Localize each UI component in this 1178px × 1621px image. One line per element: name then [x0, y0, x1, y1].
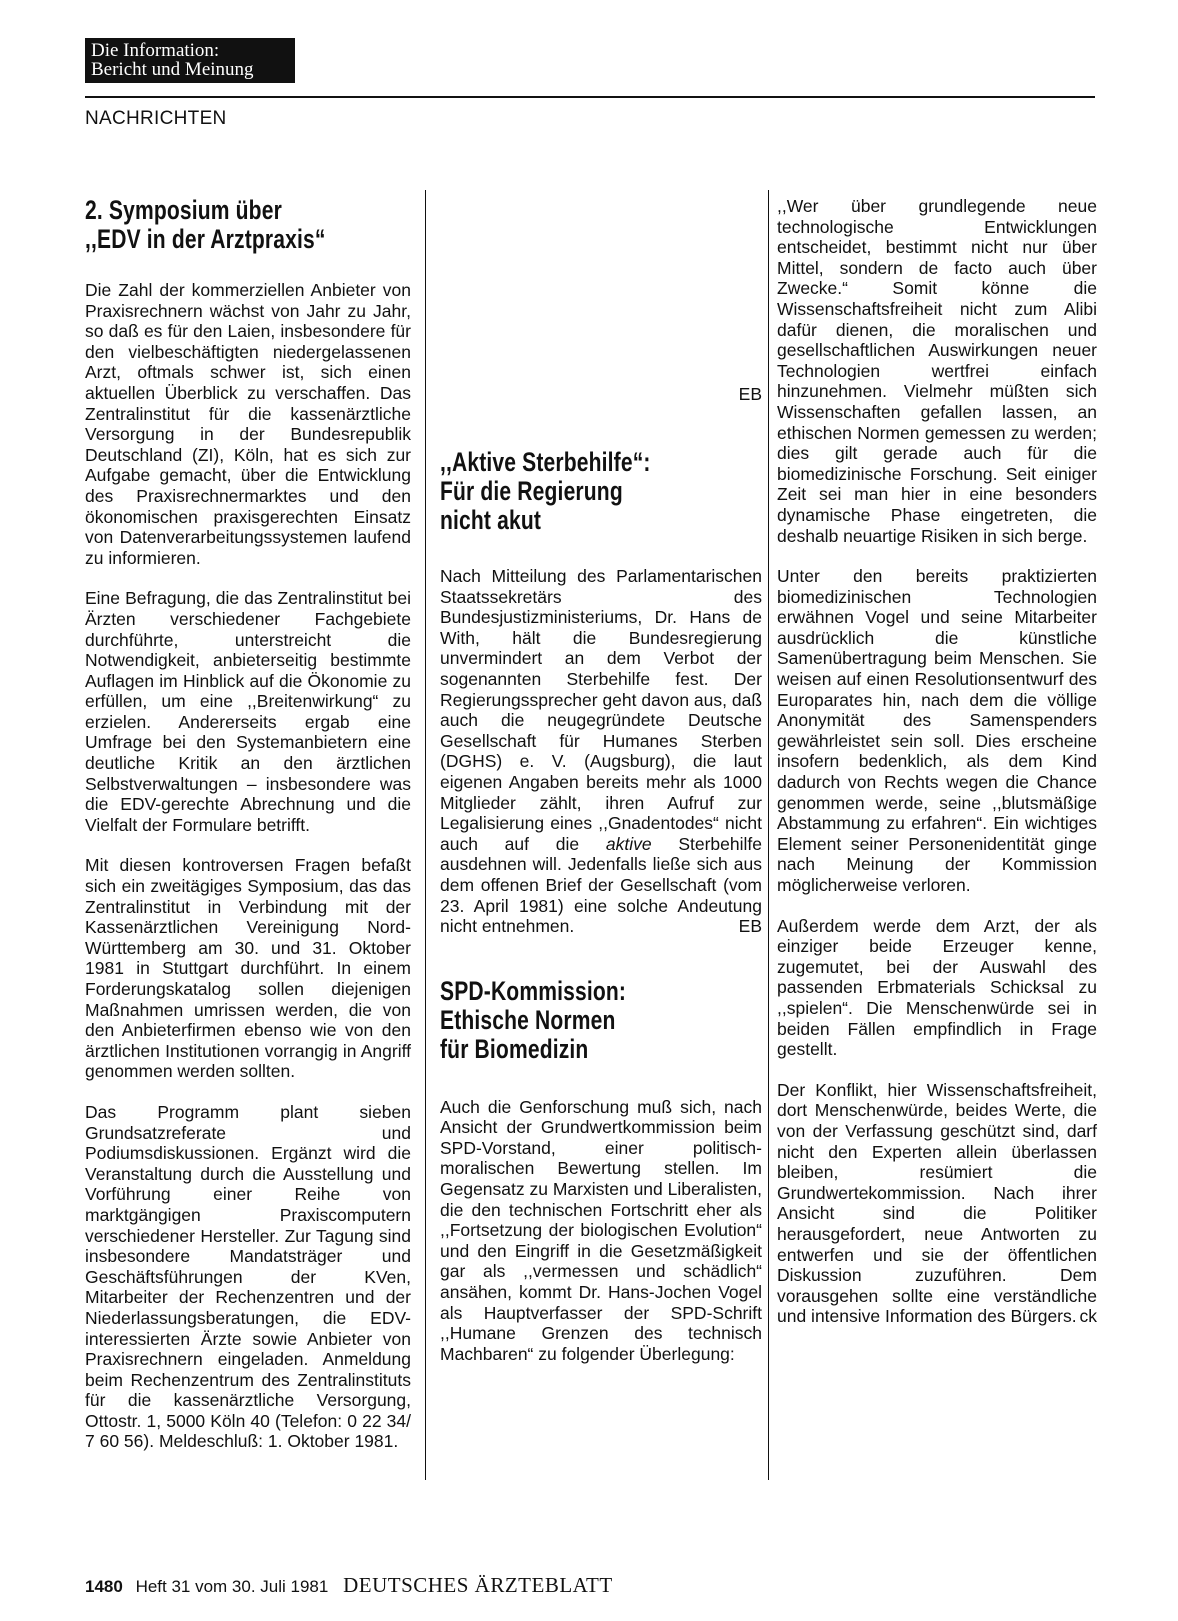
issue-info: Heft 31 vom 30. Juli 1981: [135, 1577, 329, 1596]
column-3: [777, 196, 1097, 1327]
article1-paragraph-1: Die Zahl der kommerziellen Anbieter von Praxisrechnern wächst von Jahr zu Jahr, so daß es für den Laien, insbesondere für den vielbeschäftigten niedergelassenen Arzt, oftmals schwer ist, sich einen aktuellen Überblick zu verschaffen. Das Zentralinstitut für die kassenärztliche Versorgung in der Bundesrepublik Deutschland (ZI), Köln, hat es sich zur Aufgabe gemacht, über die Entwicklung des Praxisrechnermarktes und den ökonomischen praxisgerechten Einsatz von Datenverarbeitungssystemen laufend zu informieren.: [85, 280, 411, 568]
badge-line-2: Bericht und Meinung: [91, 59, 254, 80]
article2-paragraph-1-a: Nach Mitteilung des Parlamentarischen Staatssekretärs des Bundesjustizministeriums, Dr. Hans de With, hält die Bundesregierung unvermindert an dem Verbot der sogenannten Sterbehilfe fest. Der Regierungssprecher geht davon aus, daß auch die neugegründete Deutsche Gesellschaft für Humanes Sterben (DGHS) e. V. (Augsburg), die laut eigenen Angaben bereits mehr als 1000 Mitglieder zählt, ihren Aufruf zur Legalisierung eines ,,Gnadentodes“ nicht auch auf die: [440, 566, 763, 854]
article1-headline-line2: ,,EDV in der Arztpraxis“: [85, 224, 326, 254]
article1-headline-line1: 2. Symposium über: [85, 195, 282, 225]
column-divider-1: [425, 190, 426, 1480]
article2-headline-line3: nicht akut: [440, 505, 542, 535]
section-badge: [85, 38, 295, 83]
article1-continuation-spacer: [440, 196, 762, 406]
article3-paragraph-4: Außerdem werde dem Arzt, der als einziger beide Erzeuger kenne, zugemutet, bei der Auswahl des passenden Erbmaterials Schicksal zu ,,spielen“. Die Menschenwürde sei in beiden Fällen empfindlich in Frage gestellt.: [777, 915, 1097, 1060]
article2-headline-line1: ,,Aktive Sterbehilfe“:: [440, 447, 651, 477]
article3-paragraph-2: ,,Wer über grundlegende neue technologische Entwicklungen entscheidet, bestimmt nicht nur über Mittel, sondern de facto auch über Zwecke.“ Somit könne die Wissenschaftsfreiheit nicht zum Alibi dafür dienen, die moralischen und gesellschaftlichen Auswirkungen neuer Technologien wertfrei einfach hinzunehmen. Vielmehr müßten sich Wissenschaften gefallen lassen, an ethischen Normen gemessen zu werden; dies gilt gerade auch für die biomedizinische Forschung. Seit einiger Zeit sei man hier in eine besonders dynamische Phase eingetreten, die deshalb neuartige Risiken in sich berge.: [777, 196, 1097, 546]
article3-headline-line1: SPD-Kommission:: [440, 975, 627, 1006]
column-1: [85, 196, 411, 1452]
article3-paragraph-5: [777, 1080, 1097, 1327]
article1-headline: [85, 196, 411, 264]
column-divider-2: [768, 190, 769, 1480]
article1-signature: EB: [738, 384, 762, 404]
page-number: 1480: [85, 1577, 123, 1596]
article3-headline-line3: für Biomedizin: [440, 1033, 589, 1064]
article3-paragraph-1: Auch die Genforschung muß sich, nach Ansicht der Grundwertkommission beim SPD-Vorstand, einer politisch-moralischen Bewertung stellen. Im Gegensatz zu Marxisten und Liberalisten, die den technischen Fortschritt eher als ,,Fortsetzung der biologischen Evolution“ und den Eingriff in die Gesetzmäßigkeit gar als ,,vermessen und schädlich“ ansähen, kommt Dr. Hans-Jochen Vogel als Hauptverfasser der SPD-Schrift ,,Humane Grenzen des technisch Machbaren“ zu folgender Überlegung:: [440, 1096, 762, 1364]
article2-paragraph-1-em: aktive: [605, 833, 652, 854]
header-rule: [85, 96, 1095, 98]
article1-paragraph-3: Mit diesen kontroversen Fragen befaßt sich ein zweitägiges Symposium, das das Zentralinstitut in Verbindung mit der Kassenärztlichen Vereinigung Nord-Württemberg am 30. und 31. Oktober 1981 in Stuttgart durchführt. In einem Forderungskatalog sollen diejenigen Maßnahmen umrissen werden, die von den Anbieterfirmen ebenso wie von den ärztlichen Institutionen vorrangig in Angriff genommen werden sollten.: [85, 855, 411, 1082]
article3-paragraph-3: Unter den bereits praktizierten biomedizinischen Technologien erwähnen Vogel und seine Mitarbeiter ausdrücklich die künstliche Samenübertragung beim Menschen. Sie weisen auf einen Resolutionsentwurf des Europarates hin, nach dem die völlige Anonymität des Samenspenders gewährleistet sein soll. Dies erscheine insofern bedenklich, als dem Kind dadurch von Rechts wegen die Chance genommen werde, seine ,,blutsmäßige Abstammung zu erfahren“. Ein wichtiges Element seiner Personenidentität ginge nach Meinung der Kommission möglicherweise verloren.: [777, 566, 1097, 895]
article2-signature: EB: [738, 916, 762, 937]
article1-paragraph-2: Eine Befragung, die das Zentralinstitut bei Ärzten verschiedener Fachgebiete durchführte, unterstreicht die Notwendigkeit, anbieterseitig bestimmte Auflagen im Hinblick auf die Ökonomie zu erfüllen, um eine ,,Breitenwirkung“ zu erzielen. Andererseits ergab eine Umfrage bei den Systemanbietern eine deutliche Kritik an den ärztlichen Selbstverwaltungen – insbesondere was die EDV-gerechte Abrechnung und die Vielfalt der Formulare betrifft.: [85, 588, 411, 835]
article2-paragraph-1-b: Sterbehilfe ausdehnen will. Jedenfalls ließe sich aus dem offenen Brief der Gesellschaft (vom 23. April 1981) eine solche Andeutung nicht entnehmen.: [440, 833, 762, 937]
page-footer: [85, 1573, 613, 1598]
article2-paragraph-1: [440, 566, 762, 937]
article3-headline-line2: Ethische Normen: [440, 1004, 616, 1035]
article3-signature: ck: [1079, 1306, 1097, 1327]
column-2: [440, 196, 762, 1364]
article3-headline: [440, 977, 762, 1073]
article3-paragraph-5-text: Der Konflikt, hier Wissenschaftsfreiheit, dort Menschenwürde, beides Werte, die von der Verfassung geschützt sind, darf nicht den Experten allein überlassen bleiben, resümiert die Grundwertekommission. Nach ihrer Ansicht sind die Politiker herausgefordert, neue Antworten zu entwerfen und sie der öffentlichen Diskussion zuzuführen. Dem vorausgehen sollte eine verständliche und intensive Information des Bürgers.: [777, 1079, 1097, 1327]
article1-paragraph-4: Das Programm plant sieben Grundsatzreferate und Podiumsdiskussionen. Ergänzt wird die Veranstaltung durch die Ausstellung und Vorführung einer Reihe von marktgängigen Praxiscomputern verschiedener Hersteller. Zur Tagung sind insbesondere Mandatsträger und Geschäftsführungen der KVen, Mitarbeiter der Rechenzentren und der Niederlassungsberatungen, die EDV-interessierten Ärzte sowie Anbieter von Praxisrechnern eingeladen. Anmeldung beim Rechenzentrum des Zentralinstituts für die kassenärztliche Versorgung, Ottostr. 1, 5000 Köln 40 (Telefon: 0 22 34/ 7 60 56). Meldeschluß: 1. Oktober 1981.: [85, 1101, 411, 1452]
section-title: NACHRICHTEN: [85, 108, 227, 129]
article2-headline-line2: Für die Regierung: [440, 476, 623, 506]
badge-line-1: Die Information:: [91, 40, 220, 61]
magazine-name: DEUTSCHES ÄRZTEBLATT: [343, 1573, 613, 1597]
article2-headline: [440, 448, 762, 544]
